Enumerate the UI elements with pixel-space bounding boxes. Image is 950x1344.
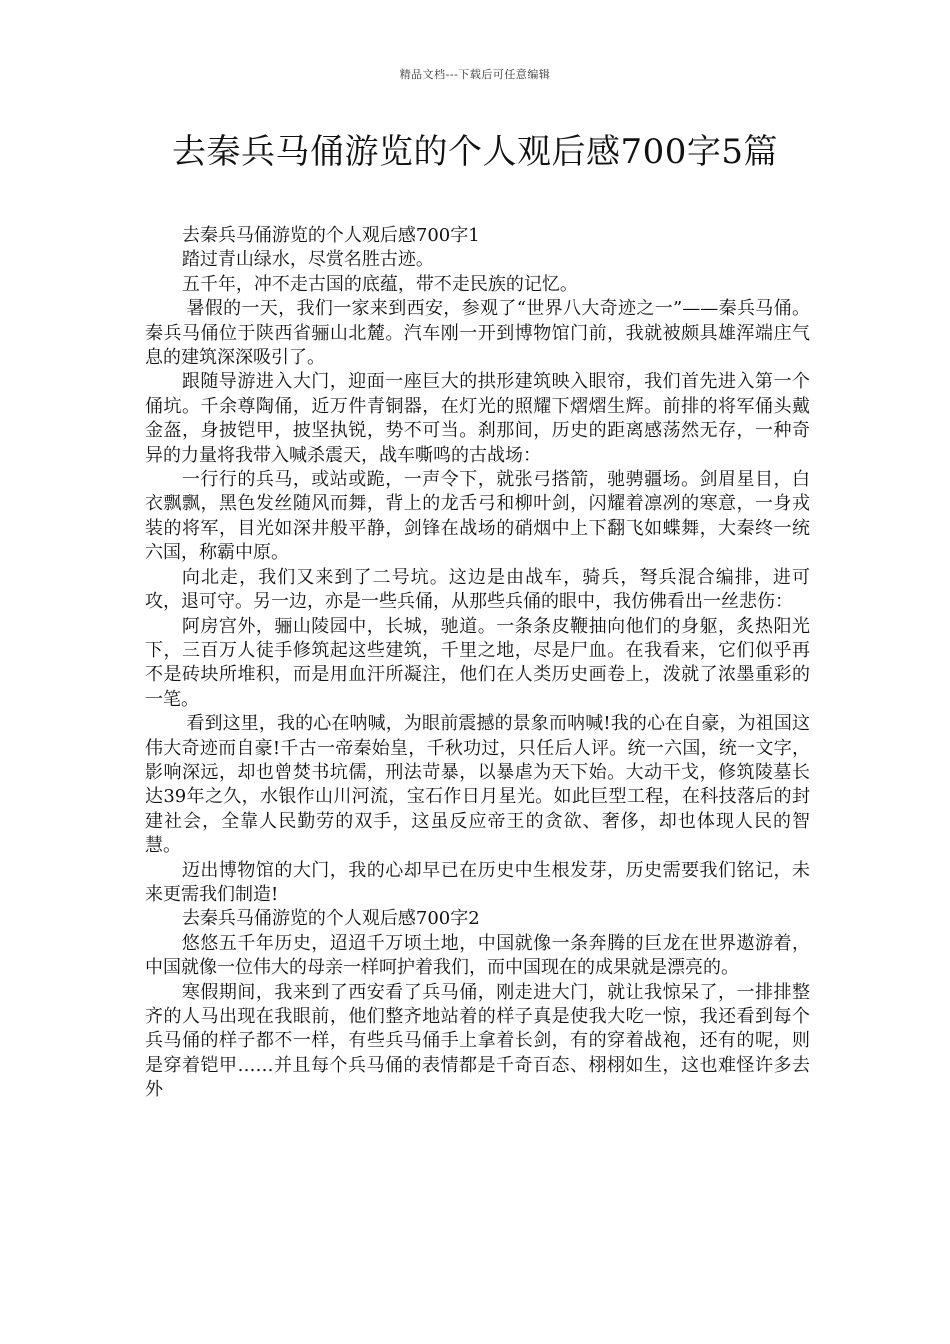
paragraph: 阿房宫外，骊山陵园中，长城，驰道。一条条皮鞭抽向他们的身躯，炙热阳光下，三百万人徒手修筑起这些建筑，千里之地，尽是尸血。在我看来，它们似乎再不是砖块所堆积，而是用血汗所凝注，他们在人类历史画卷上，泼就了浓墨重彩的一笔。 [145,615,810,710]
paragraph: 暑假的一天，我们一家来到西安，参观了“世界八大奇迹之一”——秦兵马俑。秦兵马俑位于陕西省骊山北麓。汽车刚一开到博物馆门前，我就被颇具雄浑端庄气息的建筑深深吸引了。 [145,298,810,369]
paragraph: 看到这里，我的心在呐喊，为眼前震撼的景象而呐喊!我的心在自豪，为祖国这伟大奇迹而自豪!千古一帝秦始皇，千秋功过，只任后人评。统一六国，统一文字，影响深远，却也曾焚书坑儒，刑法苛暴，以暴虐为天下始。大动干戈，修筑陵墓长达39年之久，水银作山川河流，宝石作日月星光。如此巨型工程，在科技落后的封建社会，全靠人民勤劳的双手，这虽反应帝王的贪欲、奢侈，却也体现人民的智慧。 [145,713,810,857]
paragraph: 寒假期间，我来到了西安看了兵马俑，刚走进大门，就让我惊呆了，一排排整齐的人马出现在我眼前，他们整齐地站着的样子真是使我大吃一惊，我还看到每个兵马俑的样子都不一样，有些兵马俑手上拿着长剑，有的穿着战袍，还有的呢，则是穿着铠甲……并且每个兵马俑的表情都是千奇百态、栩栩如生，这也难怪许多去外 [145,981,810,1101]
paragraph: 悠悠五千年历史，迢迢千万顷土地，中国就像一条奔腾的巨龙在世界遨游着，中国就像一位伟大的母亲一样呵护着我们，而中国现在的成果就是漂亮的。 [145,932,810,979]
header-note: 精品文档---下载后可任意编辑 [399,68,551,81]
paragraph: 踏过青山绿水，尽赏名胜古迹。 [181,249,434,271]
paragraph: 迈出博物馆的大门，我的心却早已在历史中生根发芽，历史需要我们铭记，未来更需我们制造! [145,859,810,905]
section-heading-1: 去秦兵马俑游览的个人观后感700字1 [181,225,480,246]
document-body [145,224,810,1103]
paragraph: 五千年，冲不走古国的底蕴，带不走民族的记忆。 [181,273,578,295]
document-title: 去秦兵马俑游览的个人观后感700字5篇 [171,132,779,172]
paragraph: 向北走，我们又来到了二号坑。这边是由战车，骑兵，弩兵混合编排，进可攻，退可守。另一边，亦是一些兵俑，从那些兵俑的眼中，我仿佛看出一丝悲伤： [145,566,810,613]
paragraph: 跟随导游进入大门，迎面一座巨大的拱形建筑映入眼帘，我们首先进入第一个俑坑。千余尊陶俑，近万件青铜器，在灯光的照耀下熠熠生辉。前排的将军俑头戴金盔，身披铠甲，披坚执锐，势不可当。刹那间，历史的距离感荡然无存，一种奇异的力量将我带入喊杀震天，战车嘶鸣的古战场： [145,371,810,466]
section-heading-2: 去秦兵马俑游览的个人观后感700字2 [181,908,480,930]
paragraph: 一行行的兵马，或站或跪，一声令下，就张弓搭箭，驰骋疆场。剑眉星目，白衣飘飘，黑色发丝随风而舞，背上的龙舌弓和柳叶剑，闪耀着凛冽的寒意，一身戎装的将军，目光如深井般平静，剑锋在战场的硝烟中上下翻飞如蝶舞，大秦终一统六国，称霸中原。 [145,469,810,564]
